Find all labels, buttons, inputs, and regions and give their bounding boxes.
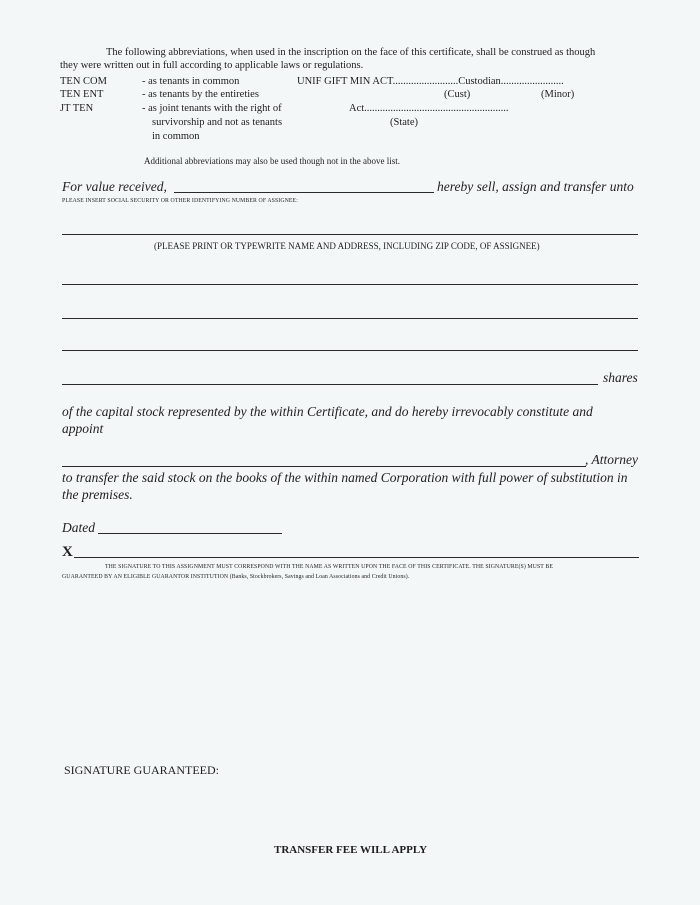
gift-act-state: (State) bbox=[390, 117, 418, 128]
transfer-line-2: the premises. bbox=[62, 487, 133, 502]
abbr-meaning-jt-ten-2: survivorship and not as tenants bbox=[152, 117, 283, 128]
gift-act-line: UNIF GIFT MIN ACT.........................Custodian........................ bbox=[297, 76, 564, 87]
abbr-meaning-ten-com: - as tenants in common bbox=[142, 76, 240, 87]
assignee-line-1[interactable] bbox=[62, 234, 638, 235]
abbr-meaning-jt-ten-1: - as joint tenants with the right of bbox=[142, 103, 282, 114]
abbr-code-jt-ten: JT TEN bbox=[60, 103, 94, 114]
dated-blank[interactable] bbox=[98, 533, 282, 534]
signature-note-line-1: THE SIGNATURE TO THIS ASSIGNMENT MUST CORRESPOND WITH THE NAME AS WRITTEN UPON THE FACE OF THIS CERTIFICATE. THE SIGNATURE(S) MUST BE bbox=[105, 564, 553, 570]
signature-x-mark: X bbox=[62, 544, 73, 560]
shares-label: shares bbox=[603, 370, 638, 385]
sell-assign-transfer: hereby sell, assign and transfer unto bbox=[437, 179, 634, 194]
intro-line-1: The following abbreviations, when used in the inscription on the face of this certificate, shall be construed as though bbox=[106, 47, 596, 58]
abbr-meaning-jt-ten-3: in common bbox=[152, 131, 200, 142]
transfer-fee-notice: TRANSFER FEE WILL APPLY bbox=[274, 844, 428, 856]
assignee-line-3[interactable] bbox=[62, 318, 638, 319]
value-received-blank[interactable] bbox=[174, 192, 434, 193]
additional-abbreviations-note: Additional abbreviations may also be used though not in the above list. bbox=[144, 156, 400, 166]
gift-act-minor: (Minor) bbox=[541, 89, 575, 100]
intro-line-2: they were written out in full according to applicable laws or regulations. bbox=[60, 60, 364, 71]
capital-stock-line-1: of the capital stock represented by the within Certificate, and do hereby irrevocably constitute and bbox=[62, 404, 593, 419]
assignee-line-4[interactable] bbox=[62, 350, 638, 351]
gift-act-act-line: Act....................................................... bbox=[349, 103, 509, 114]
abbr-meaning-ten-ent: - as tenants by the entireties bbox=[142, 89, 259, 100]
attorney-blank[interactable] bbox=[62, 466, 586, 467]
attorney-label: , Attorney bbox=[585, 452, 638, 467]
capital-stock-line-2: appoint bbox=[62, 421, 104, 436]
signature-line[interactable] bbox=[74, 557, 639, 558]
abbr-code-ten-com: TEN COM bbox=[60, 76, 107, 87]
gift-act-cust: (Cust) bbox=[444, 89, 471, 100]
abbr-code-ten-ent: TEN ENT bbox=[60, 89, 104, 100]
shares-blank[interactable] bbox=[62, 384, 598, 385]
assignee-line-2[interactable] bbox=[62, 284, 638, 285]
ssn-note: PLEASE INSERT SOCIAL SECURITY OR OTHER IDENTIFYING NUMBER OF ASSIGNEE: bbox=[62, 198, 298, 204]
print-name-note: (PLEASE PRINT OR TYPEWRITE NAME AND ADDRESS, INCLUDING ZIP CODE, OF ASSIGNEE) bbox=[154, 241, 540, 251]
signature-note-line-2: GUARANTEED BY AN ELIGIBLE GUARANTOR INSTITUTION (Banks, Stockbrokers, Savings and Loan Associations and Credit Unions). bbox=[62, 574, 410, 580]
dated-label: Dated bbox=[62, 520, 95, 535]
for-value-received: For value received, bbox=[62, 179, 167, 194]
transfer-line-1: to transfer the said stock on the books of the within named Corporation with full power of substitution in bbox=[62, 470, 628, 485]
signature-guaranteed-label: SIGNATURE GUARANTEED: bbox=[64, 763, 219, 777]
